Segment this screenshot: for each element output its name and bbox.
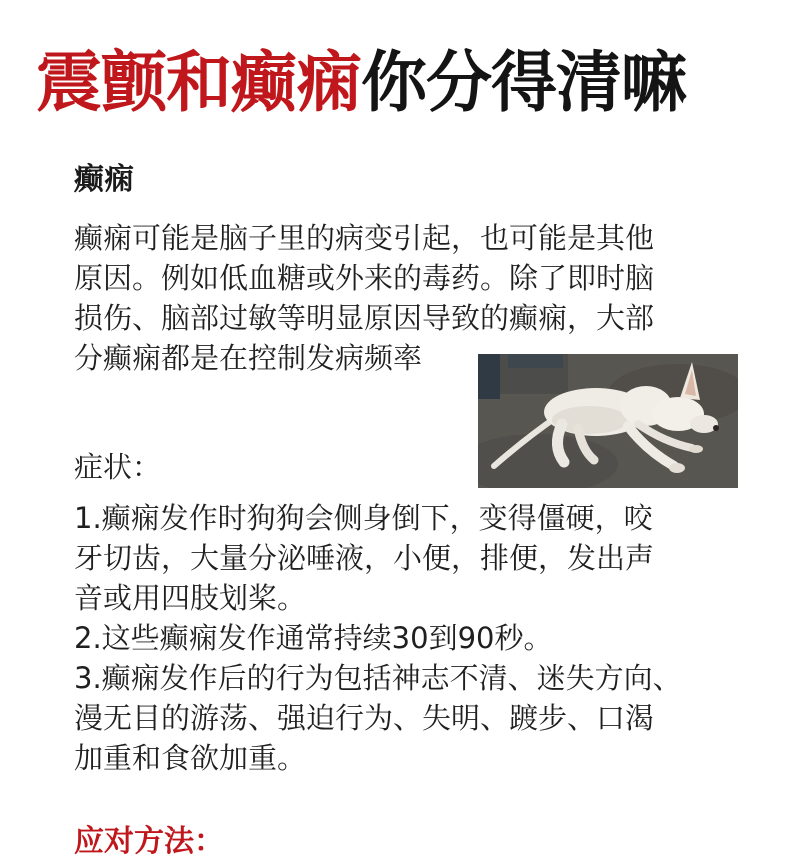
- symptom-line: 音或用四肢划桨。: [74, 581, 307, 615]
- symptom-line: 加重和食欲加重。: [74, 741, 307, 775]
- symptoms-list: [74, 498, 734, 778]
- symptom-line: 漫无目的游荡、强迫行为、失明、踱步、口渴: [74, 701, 655, 735]
- symptom-line: 3.癫痫发作后的行为包括神志不清、迷失方向、: [74, 661, 682, 695]
- symptoms-heading: 症状：: [74, 450, 162, 484]
- title-black-part: 你分得清嘛: [361, 43, 686, 121]
- section-heading-epilepsy: 癫痫: [74, 162, 134, 197]
- dog-lying-photo: [478, 354, 738, 488]
- title-red-part: 震颤和癫痫: [36, 43, 361, 121]
- coping-heading: 应对方法：: [74, 824, 224, 859]
- symptom-line: 牙切齿，大量分泌唾液，小便，排便，发出声: [74, 541, 655, 575]
- page-title: [36, 40, 776, 124]
- symptom-line: 1.癫痫发作时狗狗会侧身倒下，变得僵硬，咬: [74, 501, 653, 535]
- intro-line: 原因。例如低血糖或外来的毒药。除了即时脑: [74, 261, 655, 295]
- dog-illustration: [478, 354, 738, 488]
- intro-line: 分癫痫都是在控制发病频率: [74, 341, 423, 375]
- intro-line: 癫痫可能是脑子里的病变引起，也可能是其他: [74, 221, 655, 255]
- intro-line: 损伤、脑部过敏等明显原因导致的癫痫，大部: [74, 301, 655, 335]
- symptom-line: 2.这些癫痫发作通常持续30到90秒。: [74, 621, 553, 655]
